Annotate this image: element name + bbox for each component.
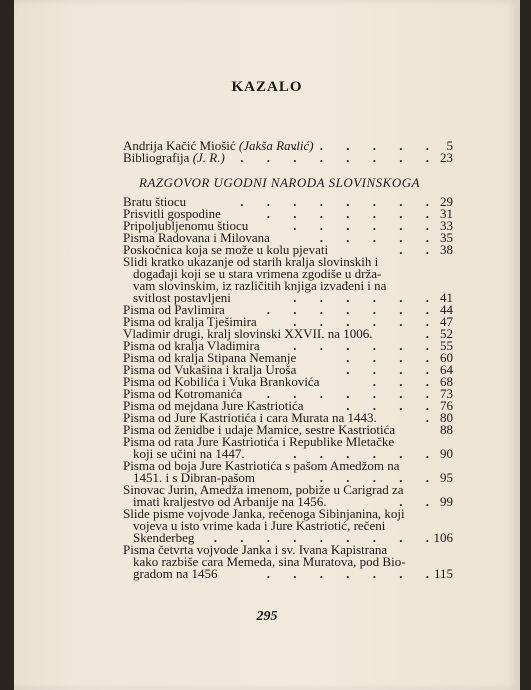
entry-author: (Jakša Ravlić) [235, 138, 314, 153]
entry-title-line: vam slovinskim, iz različitih knjiga izvađeni i na [133, 278, 387, 293]
leader-dots: . . . . . . . . . [213, 530, 439, 545]
leader-dots: . [425, 326, 439, 341]
toc-entry [123, 256, 453, 304]
leader-dots: . . . . . . [293, 290, 439, 305]
entry-page-number: 52 [440, 326, 453, 341]
entry-page-number: 44 [440, 302, 453, 317]
page-title: KAZALO [231, 79, 303, 95]
leader-dots: . . . . . . . . [240, 150, 439, 165]
toc-entry [123, 436, 453, 460]
entry-title-line: Pisma Radovana i Milovana [123, 230, 270, 245]
entry-page-number: 64 [440, 362, 453, 377]
leader-dots: . . [399, 242, 439, 257]
leader-dots: . . . . . [319, 230, 439, 245]
leader-dots: . . . . . [319, 470, 439, 485]
leader-dots: . [425, 410, 439, 425]
leader-dots: . . . [372, 374, 439, 389]
leader-dots: . . . . [346, 362, 439, 377]
entry-title-line: Pisma od Jure Kastriotića i cara Murata na 1443. [123, 410, 377, 425]
entry-title-line: imati kraljestvo od Arbanije na 1456. [133, 494, 327, 509]
entry-page-number: 73 [440, 386, 453, 401]
entry-page-number: 35 [440, 230, 453, 245]
entry-title-line: Pisma od kralja Vladimira [123, 338, 260, 353]
leader-dots: . . . . . . [293, 338, 439, 353]
leader-dots: . . . . . . [293, 314, 439, 329]
entry-author: (J. R.) [189, 150, 225, 165]
leader-dots: . . . . . . . . [240, 194, 439, 209]
entry-title-line: gradom na 1456 [133, 566, 218, 581]
entry-page-number: 88 [440, 422, 453, 437]
entry-title-line: Slide pisme vojvode Janka, rečenoga Sibinjanina, koji [123, 506, 405, 521]
entry-title-line: Pisma od Kotromanića [123, 386, 243, 401]
entry-title-line: Vladimir drugi, kralj slovinski XXVII. na 1006. [123, 326, 373, 341]
toc-entry [123, 508, 453, 544]
entry-title-line: Slidi kratko ukazanje od starih kralja slovinskih i [123, 254, 379, 269]
entry-title-line: Pisma od kralja Stipana Nemanje [123, 350, 297, 365]
book-page [14, 0, 520, 690]
toc-entry [123, 544, 453, 580]
leader-dots: . . . . . . . [266, 302, 439, 317]
entry-page-number: 31 [440, 206, 453, 221]
entry-page-number: 33 [440, 218, 453, 233]
leader-dots: . . . . . . . [266, 566, 439, 581]
leader-dots: . . . . . . . [266, 206, 439, 221]
leader-dots: . . . . . . [293, 138, 439, 153]
entry-page-number: 60 [440, 350, 453, 365]
entry-page-number: 47 [440, 314, 453, 329]
entry-title-line: Poskočnica koja se može u kolu pjevati [123, 242, 329, 257]
entry-page-number: 90 [440, 446, 453, 461]
entry-title-line: Pisma od mejdana Jure Kastriotića [123, 398, 304, 413]
leader-dots: . . . . . . [293, 446, 439, 461]
entry-page-number: 76 [440, 398, 453, 413]
entry-page-number: 29 [440, 194, 453, 209]
entry-title [123, 484, 404, 508]
entry-page-number: 115 [433, 566, 453, 581]
entry-page-number: 41 [440, 290, 453, 305]
entry-page-number: 55 [440, 338, 453, 353]
entry-title-line: Pisma od kralja Tješimira [123, 314, 257, 329]
section-heading: RAZGOVOR UGODNI NARODA SLOVINSKOGA [139, 175, 421, 190]
entry-title-line: Pisma od Kobilića i Vuka Brankovića [123, 374, 320, 389]
toc-entry [123, 484, 453, 508]
entry-title-text: Bibliografija [123, 150, 190, 165]
entry-title-line: Bratu štiocu [123, 194, 187, 209]
entry-page-number: 38 [440, 242, 453, 257]
leader-dots: . . . . . . . [266, 386, 439, 401]
leader-dots: . . . . [346, 350, 439, 365]
entry-title-line: Pisma od Vukašina i kralja Uroša [123, 362, 297, 377]
entry-page-number: 106 [433, 530, 453, 545]
entry-title-line: Pisma od Pavlimira [123, 302, 225, 317]
leader-dots: . . . . . . [293, 218, 439, 233]
entry-title-text: Andrija Kačić Miošić [123, 138, 236, 153]
entry-page-number: 23 [440, 150, 453, 165]
entry-page-number: 80 [440, 410, 453, 425]
page-number: 295 [256, 609, 278, 624]
entry-title-line: događaji koji se u stara vrimena zgodiše u drža- [133, 266, 382, 281]
entry-title-line: Pisma od boja Jure Kastriotića s pašom Amedžom na [123, 458, 400, 473]
entry-title-line: kako razbiše cara Memeda, sina Muratova, pod Bio- [133, 554, 406, 569]
entry-title-line: Pripoljubljenomu štiocu [123, 218, 249, 233]
entry-title-line: Skenderbeg [133, 530, 195, 545]
entry-title-line: Pisma četvrta vojvode Janka i sv. Ivana Kapistrana [123, 542, 388, 557]
entry-page-number: 5 [446, 138, 453, 153]
toc-entry [123, 460, 453, 484]
entry-title-line: koji se učini na 1447. [133, 446, 245, 461]
entry-title-line: 1451. i s Dibran-pašom [133, 470, 256, 485]
entry-page-number: 95 [440, 470, 453, 485]
leader-dots: . . . . [346, 398, 439, 413]
entry-title-line: Pisma od ženidbe i udaje Mamice, sestre Kastriotića [123, 422, 396, 437]
entry-title-line: svitlost postavljeni [133, 290, 231, 305]
entry-title-line: vojeva u isto vrime kada i Jure Kastriotić, rečeni [133, 518, 386, 533]
entry-title [123, 152, 225, 164]
entry-page-number: 99 [440, 494, 453, 509]
entry-title-line: Pisma od rata Jure Kastriotića i Republike Mletačke [123, 434, 395, 449]
leader-dots: . . [399, 494, 439, 509]
entry-title-line: Sinovac Jurin, Amedža imenom, pobiže u Carigrad za [123, 482, 404, 497]
entry-title-line: Prisvitli gospodine [123, 206, 221, 221]
entry-page-number: 68 [440, 374, 453, 389]
